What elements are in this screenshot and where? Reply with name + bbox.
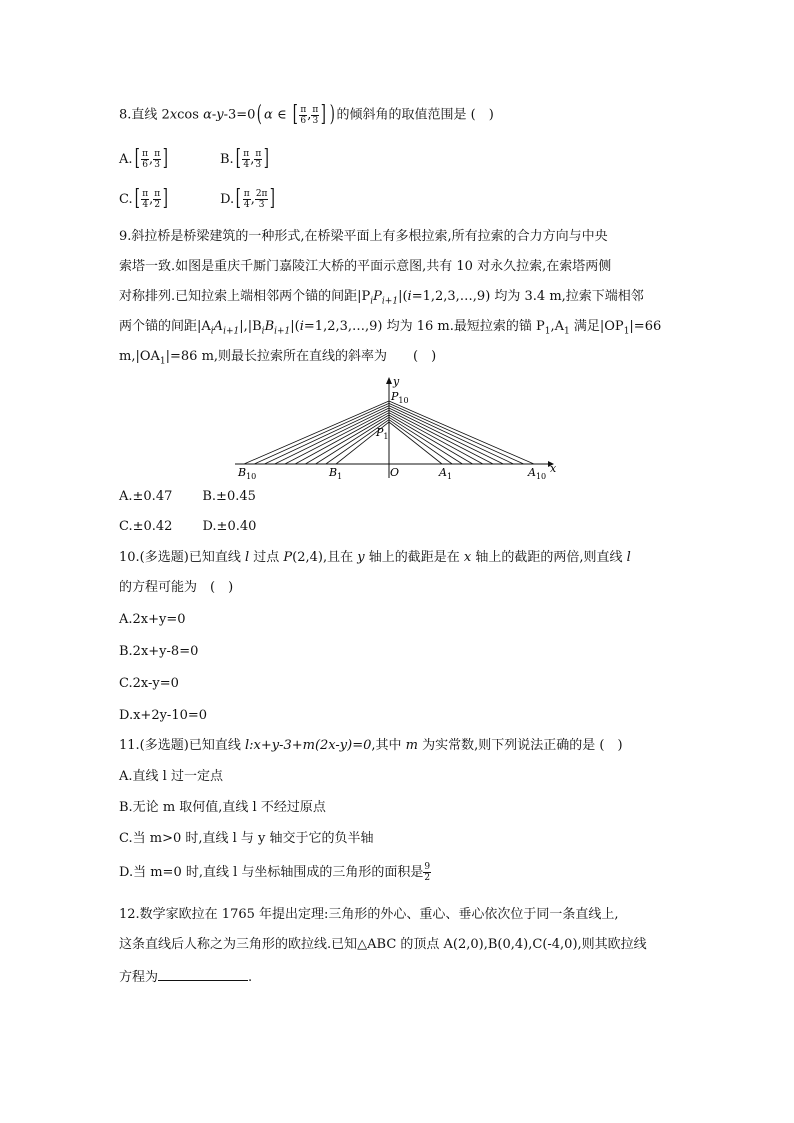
q10-option-d[interactable]: D.x+2y-10=0 — [119, 708, 208, 723]
q11-stem: 11.(多选题)已知直线 l:x+y-3+m(2x-y)=0,其中 m 为实常数,则下列说法正确的是 ( ) — [119, 738, 623, 753]
q10-line-2: 的方程可能为 ( ) — [119, 580, 234, 595]
origin-label: O — [390, 466, 400, 479]
q12-line-2: 这条直线后人称之为三角形的欧拉线.已知△ABC 的顶点 A(2,0),B(0,4),C(-4,0),则其欧拉线 — [119, 937, 647, 952]
q8-option-b[interactable]: B.[ $\frac{\pi}{4}$ , $\frac{\pi}{3}$ ] — [219, 146, 270, 171]
b10-label: $B_{10}$ — [238, 466, 257, 480]
q8-option-d[interactable]: D.[ $\frac{\pi}{4}$ , $\frac{2\pi}{3}$ ] — [220, 186, 276, 211]
q10-option-a[interactable]: A.2x+y=0 — [119, 612, 186, 627]
b1-label: $B_1$ — [329, 466, 343, 480]
q8-option-a[interactable]: A.[ $\frac{\pi}{6}$ , $\frac{\pi}{3}$ ] — [119, 146, 168, 171]
q11-option-d[interactable]: D.当 m=0 时,直线 l 与坐标轴围成的三角形的面积是 $\frac{9}{2}$ — [119, 862, 431, 883]
q10-line-1: 10.(多选题)已知直线 l 过点 P(2,4),且在 y 轴上的截距是在 x 轴上的截距的两倍,则直线 l — [119, 550, 631, 565]
x-axis-label: x — [550, 462, 557, 475]
cable-line — [389, 413, 483, 464]
bridge-diagram — [230, 372, 560, 480]
q11-option-b[interactable]: B.无论 m 取何值,直线 l 不经过原点 — [119, 800, 326, 815]
q9-option-d[interactable]: D.±0.40 — [202, 519, 257, 534]
q9-option-c[interactable]: C.±0.42 — [119, 519, 173, 534]
a10-label: $A_{10}$ — [528, 466, 547, 480]
q11-option-c[interactable]: C.当 m>0 时,直线 l 与 y 轴交于它的负半轴 — [119, 831, 374, 846]
q9-option-a[interactable]: A.±0.47 — [119, 489, 173, 504]
p10-label: $P_{10}$ — [391, 390, 409, 405]
cable-line — [389, 417, 462, 464]
cable-line — [264, 406, 389, 464]
cable-line — [244, 401, 389, 464]
q9-line-1: 9.斜拉桥是桥梁建筑的一种形式,在桥梁平面上有多根拉索,所有拉索的合力方向与中央 — [119, 229, 608, 244]
q9-line-2: 索塔一致.如图是重庆千厮门嘉陵江大桥的平面示意图,共有 10 对永久拉索,在索塔两侧 — [119, 259, 612, 274]
cable-line — [316, 417, 389, 464]
q12-line-3: 方程为 . — [119, 966, 252, 988]
q9-line-3: 对称排列.已知拉索上端相邻两个锚的间距$|P_iP_{i+1}|(i=1,2,3,\dots,9)$ 均为 3.4 m,拉索下端相邻 — [119, 289, 644, 307]
q9-options-cd — [119, 517, 256, 537]
q10-option-b[interactable]: B.2x+y-8=0 — [119, 644, 199, 659]
q9-options-ab — [119, 487, 256, 507]
q10-option-c[interactable]: C.2x-y=0 — [119, 676, 179, 691]
y-axis-label: y — [393, 375, 400, 388]
q12-answer-blank[interactable] — [158, 966, 248, 981]
q11-option-a[interactable]: A.直线 l 过一定点 — [119, 769, 223, 784]
q8-option-c[interactable]: C.[ $\frac{\pi}{4}$ , $\frac{\pi}{2}$ ] — [119, 186, 169, 211]
q9-line-5: $m,|OA_1|=86$ m,则最长拉索所在直线的斜率为 ( ) — [119, 349, 437, 367]
a1-label: $A_1$ — [439, 466, 453, 480]
q9-option-b[interactable]: B.±0.45 — [202, 489, 256, 504]
cable-line — [389, 406, 514, 464]
q8-options-ab — [119, 148, 271, 170]
cable-line — [295, 413, 389, 464]
q9-line-4: 两个锚的间距$|A_iA_{i+1}|,|B_iB_{i+1}|(i=1,2,3,\dots,9)$ 均为 16 m.最短拉索的锚 $P_1,A_1$ 满足$|OP_1|=66$ — [119, 319, 662, 337]
cable-line — [389, 401, 534, 464]
p1-label: $P_1$ — [376, 426, 389, 441]
y-axis-arrow — [386, 377, 392, 384]
q12-line-1: 12.数学家欧拉在 1765 年提出定理:三角形的外心、重心、垂心依次位于同一条直线上, — [119, 907, 619, 922]
q8-stem: 8.直线 2xcos α-y-3=0( α ∈ [ $\frac{\pi}{6}$ , $\frac{\pi}{3}$ ] ) 的倾斜角的取值范围是 ( ) — [119, 102, 494, 127]
q8-options-cd — [119, 188, 277, 210]
cable-line — [389, 422, 442, 464]
